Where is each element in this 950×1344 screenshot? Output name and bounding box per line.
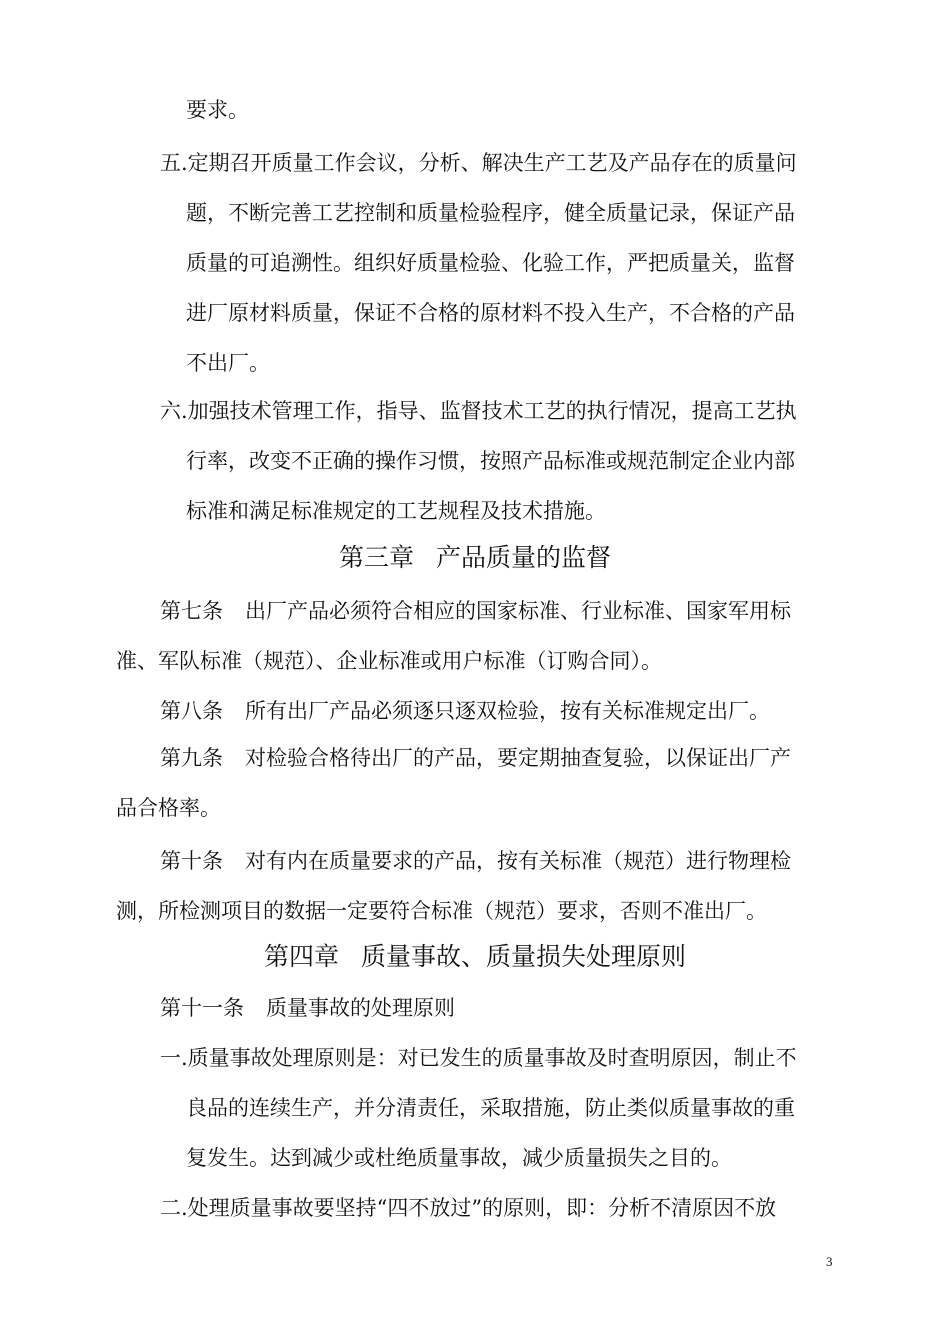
article-label: 第十条 — [160, 849, 223, 873]
chapter-title: 产品质量的监督 — [436, 543, 612, 572]
text-line: 进厂原材料质量，保证不合格的原材料不投入生产，不合格的产品 — [186, 301, 795, 325]
list-item-1: 一.质量事故处理原则是：对已发生的质量事故及时查明原因，制止不 — [160, 1046, 797, 1070]
article-label: 第八条 — [160, 699, 223, 723]
article-7 — [160, 596, 791, 626]
article-text: 对检验合格待出厂的产品，要定期抽查复验，以保证出厂产 — [245, 746, 791, 770]
chapter-number: 第三章 — [338, 543, 414, 572]
article-label: 第七条 — [160, 599, 223, 623]
article-9 — [160, 743, 791, 773]
article-text: 出厂产品必须符合相应的国家标准、行业标准、国家军用标 — [245, 599, 791, 623]
chapter-title: 质量事故、质量损失处理原则 — [361, 942, 687, 971]
text-line: 质量的可追溯性。组织好质量检验、化验工作，严把质量关，监督 — [186, 251, 795, 275]
article-text: 对有内在质量要求的产品，按有关标准（规范）进行物理检 — [245, 849, 791, 873]
article-text: 质量事故的处理原则 — [266, 996, 455, 1020]
article-8 — [160, 696, 770, 726]
text-line: 测，所检测项目的数据一定要符合标准（规范）要求，否则不准出厂。 — [116, 899, 767, 923]
article-11 — [160, 993, 455, 1023]
text-line: 不出厂。 — [186, 351, 270, 375]
text-line: 要求。 — [186, 98, 249, 122]
text-line: 复发生。达到减少或杜绝质量事故，减少质量损失之目的。 — [186, 1146, 732, 1170]
article-10 — [160, 846, 791, 876]
text-line: 准、军队标准（规范）、企业标准或用户标准（订购合同）。 — [116, 649, 662, 673]
article-label: 第十一条 — [160, 996, 244, 1020]
list-item-5: 五.定期召开质量工作会议，分析、解决生产工艺及产品存在的质量问 — [160, 151, 797, 175]
text-line: 良品的连续生产，并分清责任，采取措施，防止类似质量事故的重 — [186, 1096, 795, 1120]
article-label: 第九条 — [160, 746, 223, 770]
chapter-heading — [0, 541, 950, 575]
text-line: 行率，改变不正确的操作习惯，按照产品标准或规范制定企业内部 — [186, 449, 795, 473]
list-item-2: 二.处理质量事故要坚持“四不放过”的原则，即：分析不清原因不放 — [160, 1196, 777, 1220]
text-line: 品合格率。 — [116, 796, 221, 820]
chapter-heading — [0, 940, 950, 974]
text-line: 标准和满足标准规定的工艺规程及技术措施。 — [186, 499, 606, 523]
chapter-number: 第四章 — [263, 942, 339, 971]
list-item-6: 六.加强技术管理工作，指导、监督技术工艺的执行情况，提高工艺执 — [160, 399, 797, 423]
article-text: 所有出厂产品必须逐只逐双检验，按有关标准规定出厂。 — [245, 699, 770, 723]
text-line: 题，不断完善工艺控制和质量检验程序，健全质量记录，保证产品 — [186, 201, 795, 225]
page-number: 3 — [826, 1254, 833, 1269]
